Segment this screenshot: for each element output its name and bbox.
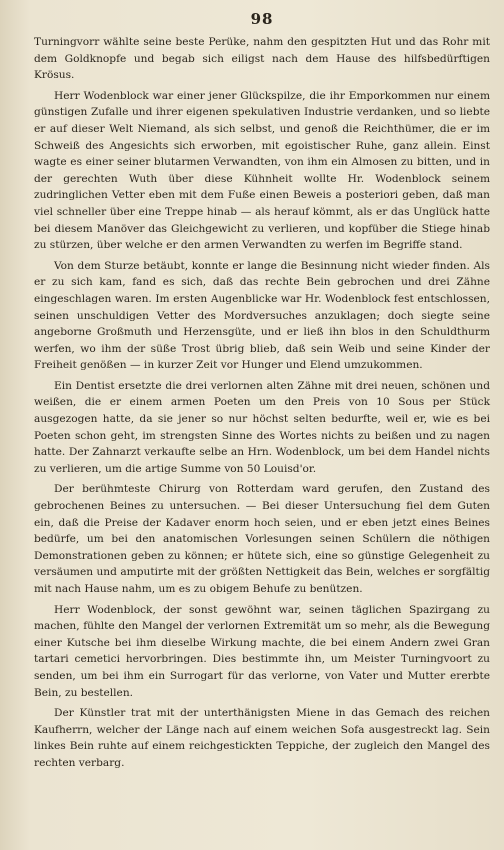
page-number: 98	[250, 10, 274, 28]
paragraph-2: Herr Wodenblock war einer jener Glückspilze, die ihr Emporkommen nur einem günstigen Zufalle und ihrer eigenen spekulativen Industrie verdanken, und so liebte er auf dieser Welt Niemand, als sich selbst, und genoß die Reichthümer, die er im Schweiß des Angesichts sich erworben, mit egoistischer Ruhe, ganz allein. Einst wagte es einer seiner blutarmen Verwandten, von ihm ein Almosen zu bitten, und in der gerechten Wuth über diese Kühnheit wollte Hr. Wodenblock seinem zudringlichen Vetter eben mit dem Fuße einen Beweis a posteriori geben, daß man viel schneller über eine Treppe hinab — als herauf kömmt, als er das Unglück hatte bei diesem Manöver das Gleichgewicht zu verlieren, und kopfüber die Stiege hinab zu stürzen, über welche er den armen Verwandten zu werfen im Begriffe stand.	[34, 89, 490, 252]
paragraph-5: Der berühmteste Chirurg von Rotterdam ward gerufen, den Zustand des gebrochenen Beines zu untersuchen. — Bei dieser Untersuchung fiel dem Guten ein, daß die Preise der Kadaver enorm hoch seien, und er eben jetzt eines Beines bedürfe, um bei den anatomischen Vorlesungen seinen Schülern die nöthigen Demonstrationen geben zu können; er hütete sich, eine so günstige Gelegenheit zu versäumen und amputirte mit der größten Nettigkeit das Bein, welches er sorgfältig mit nach Hause nahm, um es zu obigem Behufe zu benützen.	[34, 483, 490, 595]
paragraph-7: Der Künstler trat mit der unterthänigsten Miene in das Gemach des reichen Kaufherrn, welcher der Länge nach auf einem weichen Sofa ausgestreckt lag. Sein linkes Bein ruhte auf einem reichgestickten Teppiche, der zugleich den Mangel des rechten verbarg.	[34, 707, 490, 769]
paragraph-6: Herr Wodenblock, der sonst gewöhnt war, seinen täglichen Spazirgang zu machen, fühlte den Mangel der verlornen Extremität um so mehr, als die Bewegung einer Kutsche bei ihm dieselbe Wirkung machte, die bei einem Andern zwei Gran tartari cemetici hervorbringen. Dies bestimmte ihn, um Meister Turningvoort zu senden, um bei ihm ein Surrogart für das verlorne, von Vater und Mutter ererbte Bein, zu bestellen.	[34, 603, 490, 699]
paragraph-1: Turningvorr wählte seine beste Perüke, nahm den gespitzten Hut und das Rohr mit dem Goldknopfe und begab sich eiligst nach dem Hause des hilfsbedürftigen Krösus.	[34, 36, 490, 82]
paragraph-4: Ein Dentist ersetzte die drei verlornen alten Zähne mit drei neuen, schönen und weißen, die er einem armen Poeten um den Preis von 10 Sous per Stück ausgezogen hatte, da sie jener so nur höchst selten bedurfte, weil er, wie es bei Poeten schon geht, im strengsten Sinne des Wortes nichts zu beißen und zu nagen hatte. Der Zahnarzt verkaufte selbe an Hrn. Wodenblock, um bei dem Handel nichts zu verlieren, um die artige Summe von 50 Louisd'or.	[34, 379, 490, 475]
paragraph-3: Von dem Sturze betäubt, konnte er lange die Besinnung nicht wieder finden. Als er zu sich kam, fand es sich, daß das rechte Bein gebrochen und drei Zähne eingeschlagen waren. Im ersten Augenblicke war Hr. Wodenblock fest entschlossen, seinen unschuldigen Vetter des Mordversuches anzuklagen; doch siegte seine angeborne Großmuth und Herzensgüte, und er ließ ihn blos in den Schuldthurm werfen, wo ihm der süße Trost übrig blieb, daß sein Weib und seine Kinder der Freiheit genößen — in kurzer Zeit vor Hunger und Elend umzukommen.	[34, 259, 490, 372]
